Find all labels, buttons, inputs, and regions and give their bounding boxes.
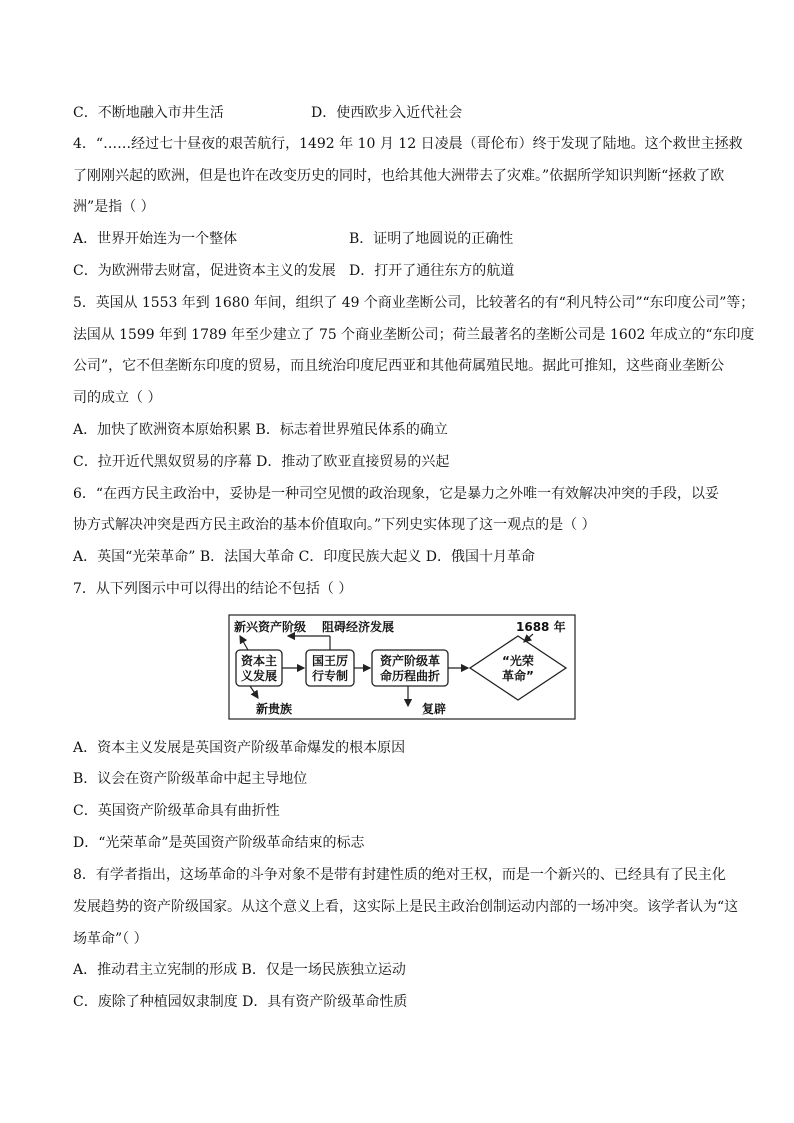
q5-options-ab: A．加快了欧洲资本原始积累 B．标志着世界殖民体系的确立 bbox=[73, 422, 448, 438]
diagram-label-restoration: 复辟 bbox=[422, 702, 447, 716]
diagram-box-autocracy-1: 国王厉 bbox=[311, 654, 348, 668]
q7-stem: 7．从下列图示中可以得出的结论不包括（ ） bbox=[73, 581, 353, 597]
q4-option-d: D．打开了通往东方的航道 bbox=[349, 263, 515, 279]
q8-options-ab: A．推动君主立宪制的形成 B．仅是一场民族独立运动 bbox=[73, 962, 406, 978]
diagram-box-capitalism-2: 义发展 bbox=[240, 669, 277, 683]
q8-stem-line-3: 场革命”（ ） bbox=[73, 931, 148, 947]
q7-option-a: A．资本主义发展是英国资产阶级革命爆发的根本原因 bbox=[73, 740, 406, 756]
diagram-label-year: 1688 年 bbox=[516, 620, 566, 634]
q7-option-c: C．英国资产阶级革命具有曲折性 bbox=[73, 803, 280, 819]
q4-option-b: B．证明了地圆说的正确性 bbox=[349, 231, 514, 247]
q4-stem-line-1: 4．“……经过七十昼夜的艰苦航行，1492 年 10 月 12 日凌晨（哥伦布）终于发现了陆地。这个救世主拯救 bbox=[73, 136, 743, 152]
diagram-box-autocracy-2: 行专制 bbox=[311, 669, 348, 683]
diagram-box-revolution-1: 资产阶级革 bbox=[379, 654, 440, 668]
q8-stem-line-2: 发展趋势的资产阶级国家。从这个意义上看，这实际上是民主政治创制运动内部的一场冲突。该学者认为“这 bbox=[73, 899, 739, 915]
diagram-label-hinder-economy: 阻碍经济发展 bbox=[322, 620, 395, 634]
q8-options-cd: C．废除了种植园奴隶制度 D．具有资产阶级革命性质 bbox=[73, 994, 408, 1010]
q4-stem-line-3: 洲”是指（ ） bbox=[73, 199, 155, 215]
q6-stem-line-2: 协方式解决冲突是西方民主政治的基本价值取向。”下列史实体现了这一观点的是（ ） bbox=[73, 517, 596, 533]
q3-option-d: D．使西欧步入近代社会 bbox=[311, 105, 463, 121]
diagram-label-bourgeoisie: 新兴资产阶级 bbox=[234, 620, 307, 634]
q3-option-c: C．不断地融入市井生活 bbox=[73, 105, 224, 121]
q7-flow-diagram bbox=[228, 614, 578, 720]
diagram-diamond-glorious-2: 革命” bbox=[502, 669, 534, 683]
q4-option-c: C．为欧洲带去财富，促进资本主义的发展 bbox=[73, 263, 336, 279]
q6-options: A．英国“光荣革命” B．法国大革命 C．印度民族大起义 D．俄国十月革命 bbox=[73, 549, 535, 565]
q8-stem-line-1: 8．有学者指出，这场革命的斗争对象不是带有封建性质的绝对王权，而是一个新兴的、已经具有了民主化 bbox=[73, 867, 726, 883]
q7-option-d: D．“光荣革命”是英国资产阶级革命结束的标志 bbox=[73, 835, 365, 851]
q5-stem-line-2: 法国从 1599 年到 1789 年至少建立了 75 个商业垄断公司；荷兰最著名的垄断公司是 1602 年成立的“东印度 bbox=[73, 327, 755, 343]
q5-stem-line-1: 5．英国从 1553 年到 1680 年间，组织了 49 个商业垄断公司，比较著名的有“利凡特公司”“东印度公司”等； bbox=[73, 295, 755, 311]
q5-stem-line-4: 司的成立（ ） bbox=[73, 390, 162, 406]
q6-stem-line-1: 6．“在西方民主政治中，妥协是一种司空见惯的政治现象，它是暴力之外唯一有效解决冲突的手段，以妥 bbox=[73, 486, 720, 502]
diagram-diamond-glorious-1: “光荣 bbox=[502, 654, 534, 668]
q4-option-a: A．世界开始连为一个整体 bbox=[73, 231, 238, 247]
diagram-box-capitalism-1: 资本主 bbox=[240, 654, 277, 668]
q5-options-cd: C．拉开近代黑奴贸易的序幕 D．推动了欧亚直接贸易的兴起 bbox=[73, 454, 450, 470]
diagram-box-revolution-2: 命历程曲折 bbox=[379, 669, 440, 683]
q4-stem-line-2: 了刚刚兴起的欧洲，但是也许在改变历史的同时，也给其他大洲带去了灾难。”依据所学知识判断“拯救了欧 bbox=[73, 168, 725, 184]
q5-stem-line-3: 公司”，它不但垄断东印度的贸易，而且统治印度尼西亚和其他荷属殖民地。据此可推知，这些商业垄断公 bbox=[73, 358, 725, 374]
diagram-label-new-nobility: 新贵族 bbox=[256, 702, 293, 716]
q7-option-b: B．议会在资产阶级革命中起主导地位 bbox=[73, 771, 308, 787]
